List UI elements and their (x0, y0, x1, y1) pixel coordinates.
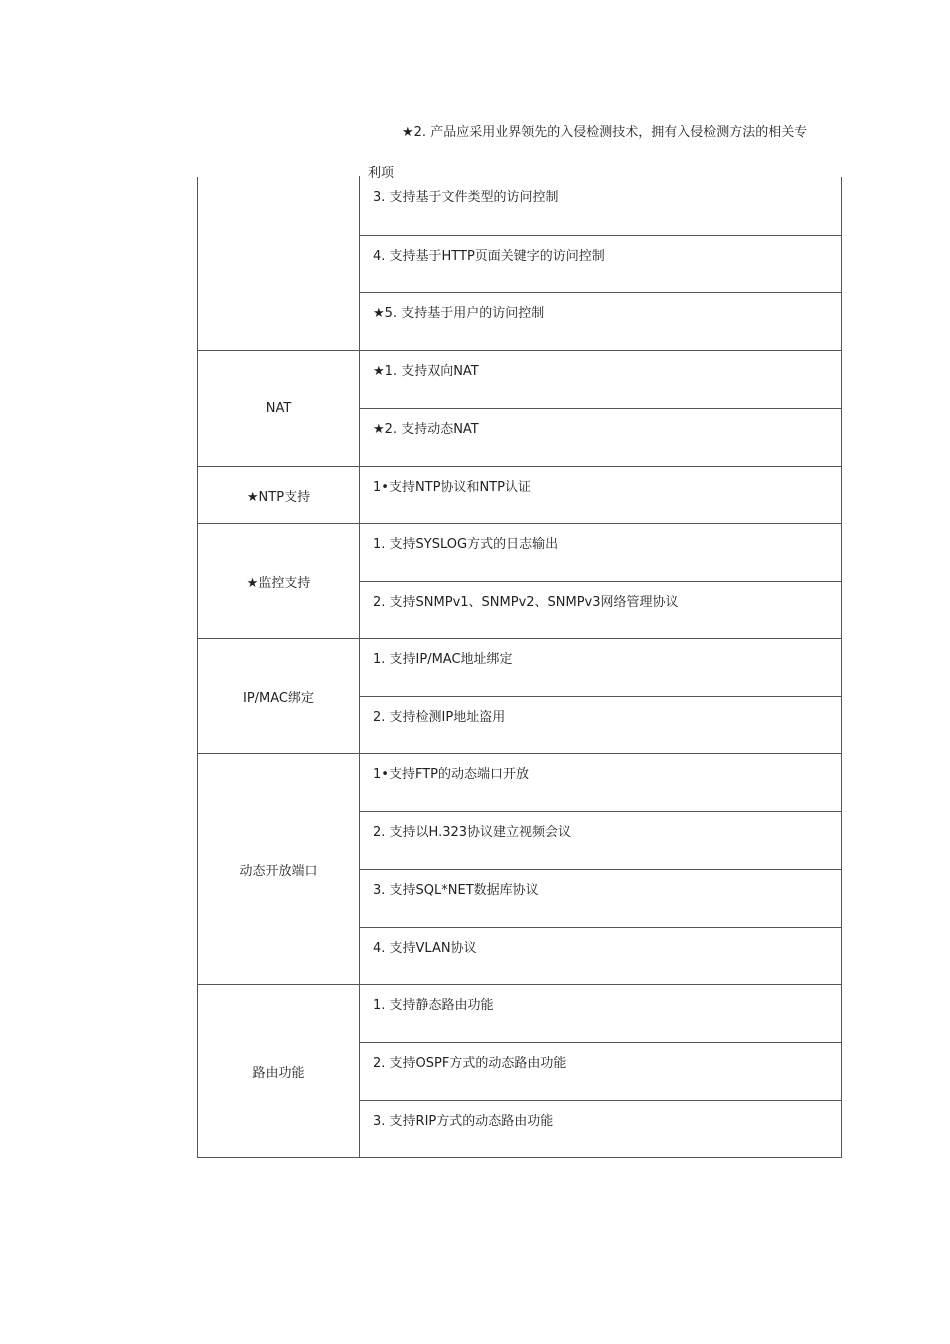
category-cell: NAT (198, 351, 360, 467)
table-row (198, 524, 842, 582)
feature-item-cell: 2. 支持OSPF方式的动态路由功能 (360, 1043, 842, 1101)
feature-item-cell: ★5. 支持基于用户的访问控制 (360, 293, 842, 351)
feature-item-cell: 4. 支持VLAN协议 (360, 928, 842, 985)
category-cell: IP/MAC绑定 (198, 639, 360, 754)
feature-item-cell: 3. 支持基于文件类型的访问控制 (360, 177, 842, 236)
feature-item-cell: 1•支持FTP的动态端口开放 (360, 754, 842, 812)
feature-item-cell: 2. 支持检测IP地址盗用 (360, 697, 842, 754)
feature-item-cell: 1. 支持IP/MAC地址绑定 (360, 639, 842, 697)
feature-item-cell: 2. 支持以H.323协议建立视频会议 (360, 812, 842, 870)
category-cell: 路由功能 (198, 985, 360, 1158)
feature-item-cell: 2. 支持SNMPv1、SNMPv2、SNMPv3网络管理协议 (360, 582, 842, 639)
feature-item-cell: 3. 支持RIP方式的动态路由功能 (360, 1101, 842, 1158)
category-cell: 动态开放端口 (198, 754, 360, 985)
intro-line-1: ★2. 产品应采用业界领先的入侵检测技术，拥有入侵检测方法的相关专 (402, 125, 808, 140)
feature-item-cell: ★2. 支持动态NAT (360, 409, 842, 467)
category-cell (198, 177, 360, 351)
feature-item-cell: 4. 支持基于HTTP页面关键字的访问控制 (360, 236, 842, 293)
intro-line-2: 利项 (368, 166, 395, 181)
category-cell: ★NTP支持 (198, 467, 360, 524)
category-cell: ★监控支持 (198, 524, 360, 639)
table-row (198, 754, 842, 812)
table-row (198, 351, 842, 409)
table-row (198, 467, 842, 524)
table-row (198, 985, 842, 1043)
feature-item-cell: 1. 支持SYSLOG方式的日志输出 (360, 524, 842, 582)
spec-table (197, 176, 842, 1158)
table-row (198, 177, 842, 236)
feature-item-cell: 1. 支持静态路由功能 (360, 985, 842, 1043)
feature-item-cell: ★1. 支持双向NAT (360, 351, 842, 409)
feature-item-cell: 1•支持NTP协议和NTP认证 (360, 467, 842, 524)
feature-item-cell: 3. 支持SQL*NET数据库协议 (360, 870, 842, 928)
table-row (198, 639, 842, 697)
